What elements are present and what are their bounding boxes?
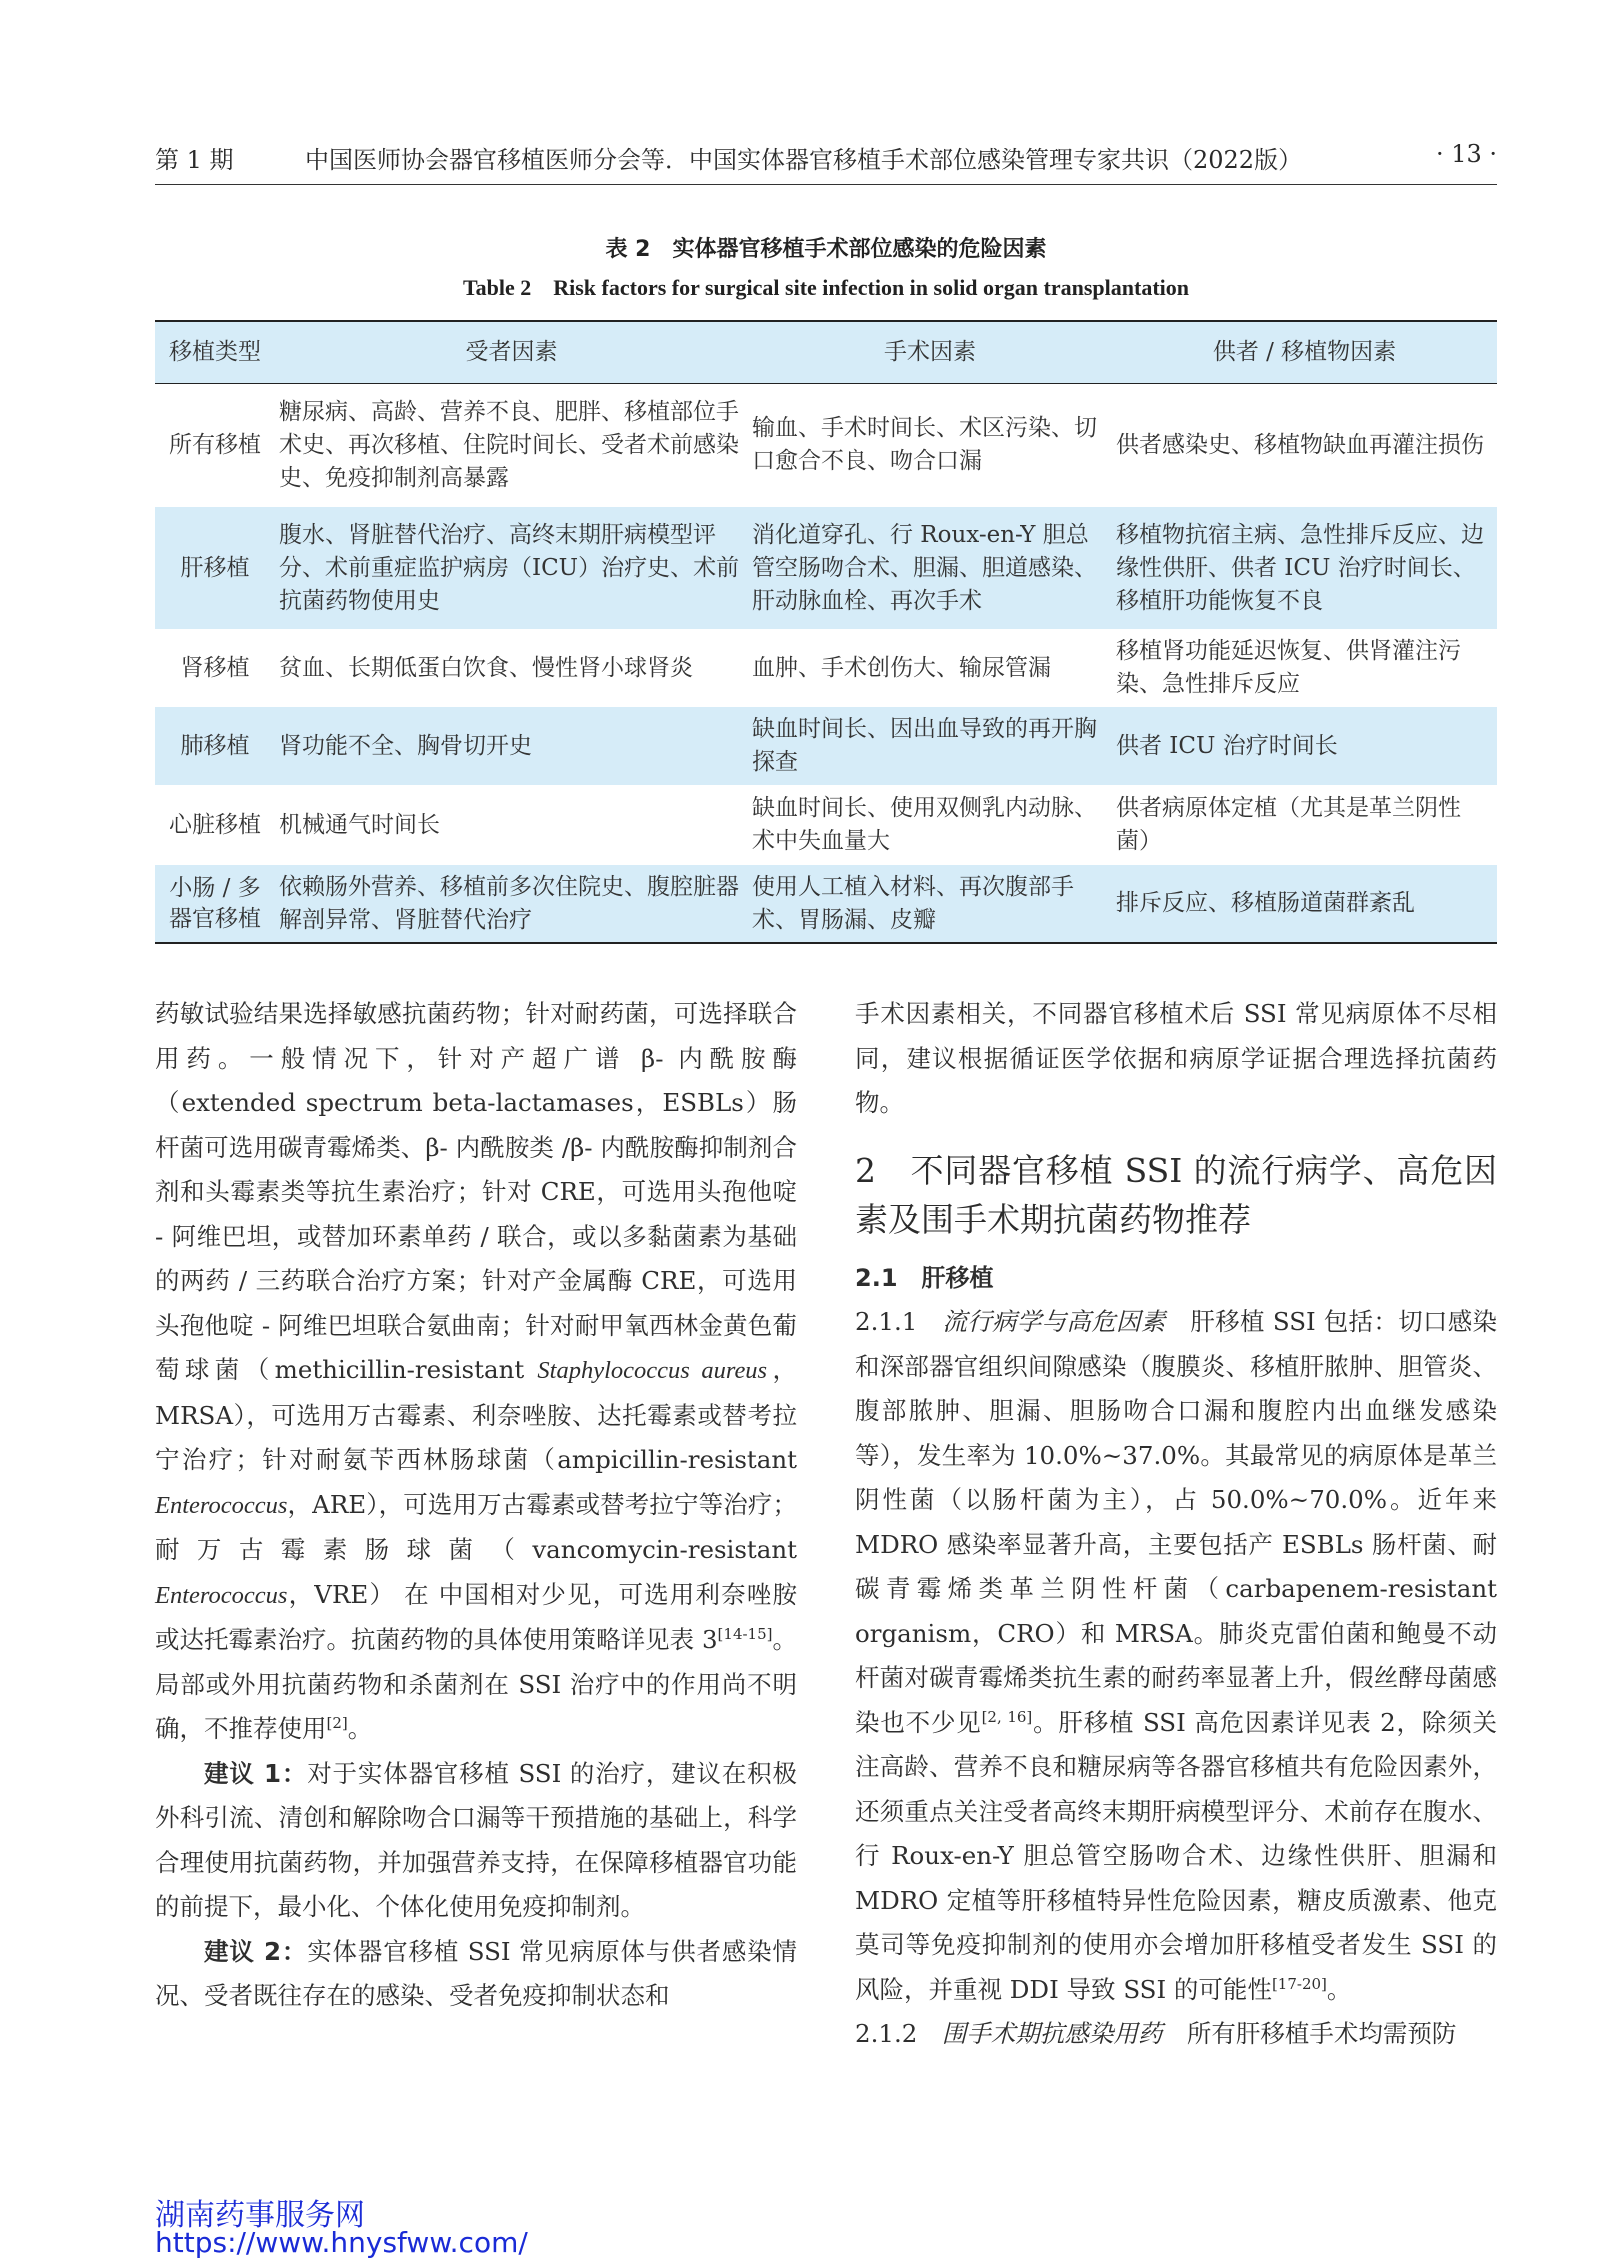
header-donor-factors: 供者 / 移植物因素 <box>1212 338 1397 365</box>
table-row <box>155 507 1497 629</box>
recommendation-2: 建议 2：实体器官移植 SSI 常见病原体与供者感染情况、受者既往存在的感染、受者免疫抑制状态和 <box>155 1936 798 2010</box>
citation: [2] <box>326 1713 348 1732</box>
cell-type: 心脏移植 <box>169 811 261 838</box>
cell-surgery: 使用人工植入材料、再次腹部手术、胃肠漏、皮瓣 <box>752 873 1074 933</box>
table-row <box>155 785 1497 865</box>
cell-donor: 供者 ICU 治疗时间长 <box>1116 732 1338 759</box>
table-row <box>155 629 1497 707</box>
header-surgical-factors: 手术因素 <box>884 338 976 365</box>
cell-recipient: 依赖肠外营养、移植前多次住院史、腹腔脏器解剖异常、肾脏替代治疗 <box>279 873 739 933</box>
paragraph-2-1-2: 2.1.2 围手术期抗感染用药 所有肝移植手术均需预防 <box>855 2019 1457 2048</box>
cell-recipient: 糖尿病、高龄、营养不良、肥胖、移植部位手术史、再次移植、住院时间长、受者术前感染史、免疫抑制剂高暴露 <box>279 398 739 491</box>
risk-factor-table <box>155 320 1497 944</box>
cell-type: 肝移植 <box>180 554 250 581</box>
subsection-heading-2-1: 2.1 肝移植 <box>855 1263 994 1292</box>
cell-donor: 排斥反应、移植肠道菌群紊乱 <box>1116 890 1415 916</box>
cell-type: 肺移植 <box>180 732 250 759</box>
recommendation-1: 建议 1：对于实体器官移植 SSI 的治疗，建议在积极外科引流、清创和解除吻合口漏等干预措施的基础上，科学合理使用抗菌药物，并加强营养支持，在保障移植器官功能的前提下，最小化、个体化使用免疫抑制剂。 <box>155 1758 798 1921</box>
table-caption-cn: 表 2 实体器官移植手术部位感染的危险因素 <box>605 237 1047 262</box>
journal-article-title: 中国医师协会器官移植医师分会等．中国实体器官移植手术部位感染管理专家共识（2022版） <box>305 146 1303 174</box>
cell-type: 肾移植 <box>180 654 250 681</box>
paragraph-antibiotic-selection: 药敏试验结果选择敏感抗菌药物；针对耐药菌，可选择联合用药。一般情况下，针对产超广谱 β- 内酰胺酶（extended spectrum beta-lactamases，ESBLs）肠杆菌可选用碳青霉烯类、β- 内酰胺类 /β- 内酰胺酶抑制剂合剂和头霉素类等抗生素治疗；针对 CRE，可选用头孢他啶 - 阿维巴坦，或替加环素单药 / 联合，或以多黏菌素为基础的两药 / 三药联合治疗方案；针对产金属酶 CRE，可选用头孢他啶 - 阿维巴坦联合氨曲南；针对耐甲氧西林金黄色葡萄球菌（methicillin-resistant Staphylococcus aureus，MRSA），可选用万古霉素、利奈唑胺、达托霉素或替考拉宁治疗；针对耐氨苄西林肠球菌（ampicillin-resistant Enterococcus，ARE），可选用万古霉素或替考拉宁等治疗；耐万古霉素肠球菌（vancomycin-resistant Enterococcus，VRE） 在 中国相对少见，可选用利奈唑胺或达托霉素治疗。抗菌药物的具体使用策略详见表 3[14-15]。局部或外用抗菌药物和杀菌剂在 SSI 治疗中的作用尚不明确，不推荐使用[2]。 <box>155 999 798 1743</box>
citation: [14-15] <box>717 1624 773 1643</box>
right-column <box>855 992 1497 2057</box>
cell-surgery: 血肿、手术创伤大、输尿管漏 <box>752 654 1051 681</box>
table-row <box>155 383 1497 507</box>
cell-recipient: 腹水、肾脏替代治疗、高终末期肝病模型评分、术前重症监护病房（ICU）治疗史、术前抗菌药物使用史 <box>279 521 740 614</box>
running-header <box>155 140 1497 185</box>
table-row <box>155 865 1497 943</box>
watermark-site-name: 湖南药事服务网 <box>155 2198 365 2233</box>
paragraph-2-1-1: 2.1.1 流行病学与高危因素 肝移植 SSI 包括：切口感染和深部器官组织间隙感染（腹膜炎、移植肝脓肿、胆管炎、腹部脓肿、胆漏、胆肠吻合口漏和腹腔内出血继发感染等），发生率为 10.0%~37.0%。其最常见的病原体是革兰阴性菌（以肠杆菌为主），占 50.0%~70.0%。近年来 MDRO 感染率显著升高，主要包括产 ESBLs 肠杆菌、耐碳青霉烯类革兰阴性杆菌（carbapenem-resistant organism，CRO）和 MRSA。肺炎克雷伯菌和鲍曼不动杆菌对碳青霉烯类抗生素的耐药率显著上升，假丝酵母菌感染也不少见[2, 16]。肝移植 SSI 高危因素详见表 2，除须关注高龄、营养不良和糖尿病等各器官移植共有危险因素外，还须重点关注受者高终末期肝病模型评分、术前存在腹水、行 Roux-en-Y 胆总管空肠吻合术、边缘性供肝、胆漏和 MDRO 定植等肝移植特异性危险因素，糖皮质激素、他克莫司等免疫抑制剂的使用亦会增加肝移植受者发生 SSI 的风险，并重视 DDI 导致 SSI 的可能性[17-20]。 <box>855 1307 1498 2004</box>
table-row <box>155 707 1497 785</box>
cell-type: 所有移植 <box>169 431 261 458</box>
header-transplant-type: 移植类型 <box>169 338 261 365</box>
paragraph-continuation: 手术因素相关，不同器官移植术后 SSI 常见病原体不尽相同，建议根据循证医学依据和病原学证据合理选择抗菌药物。 <box>855 999 1497 1117</box>
cell-recipient: 机械通气时间长 <box>279 811 440 838</box>
cell-surgery: 消化道穿孔、行 Roux-en-Y 胆总管空肠吻合术、胆漏、胆道感染、肝动脉血栓、再次手术 <box>752 521 1097 614</box>
citation: [2, 16] <box>981 1707 1033 1726</box>
header-recipient-factors: 受者因素 <box>465 338 558 365</box>
page-number: · 13 · <box>1435 140 1497 168</box>
cell-surgery: 缺血时间长、使用双侧乳内动脉、术中失血量大 <box>752 795 1097 854</box>
watermark-url: https://www.hnysfww.com/ <box>155 2226 528 2259</box>
cell-type: 小肠 / 多器官移植 <box>169 874 261 932</box>
cell-donor: 供者感染史、移植物缺血再灌注损伤 <box>1116 431 1484 458</box>
subheading-perioperative: 围手术期抗感染用药 <box>941 2019 1163 2048</box>
cell-surgery: 缺血时间长、因出血导致的再开胸探查 <box>752 716 1097 775</box>
cell-donor: 移植物抗宿主病、急性排斥反应、边缘性供肝、供者 ICU 治疗时间长、移植肝功能恢复不良 <box>1116 521 1484 614</box>
cell-recipient: 肾功能不全、胸骨切开史 <box>279 732 532 759</box>
section-heading-2: 2 不同器官移植 SSI 的流行病学、高危因素及围手术期抗菌药物推荐 <box>855 1150 1497 1239</box>
table-caption-en: Table 2 Risk factors for surgical site infection in solid organ transplantation <box>462 275 1190 300</box>
subheading-epidemiology: 流行病学与高危因素 <box>942 1307 1166 1336</box>
table-header-row <box>155 321 1497 383</box>
left-column <box>155 992 797 2019</box>
cell-recipient: 贫血、长期低蛋白饮食、慢性肾小球肾炎 <box>279 654 693 681</box>
citation: [17-20] <box>1271 1974 1327 1993</box>
cell-surgery: 输血、手术时间长、术区污染、切口愈合不良、吻合口漏 <box>752 415 1097 475</box>
cell-donor: 移植肾功能延迟恢复、供肾灌注污染、急性排斥反应 <box>1116 638 1461 697</box>
issue-number: 第 1 期 <box>155 146 234 174</box>
cell-donor: 供者病原体定植（尤其是革兰阴性菌） <box>1116 795 1461 854</box>
